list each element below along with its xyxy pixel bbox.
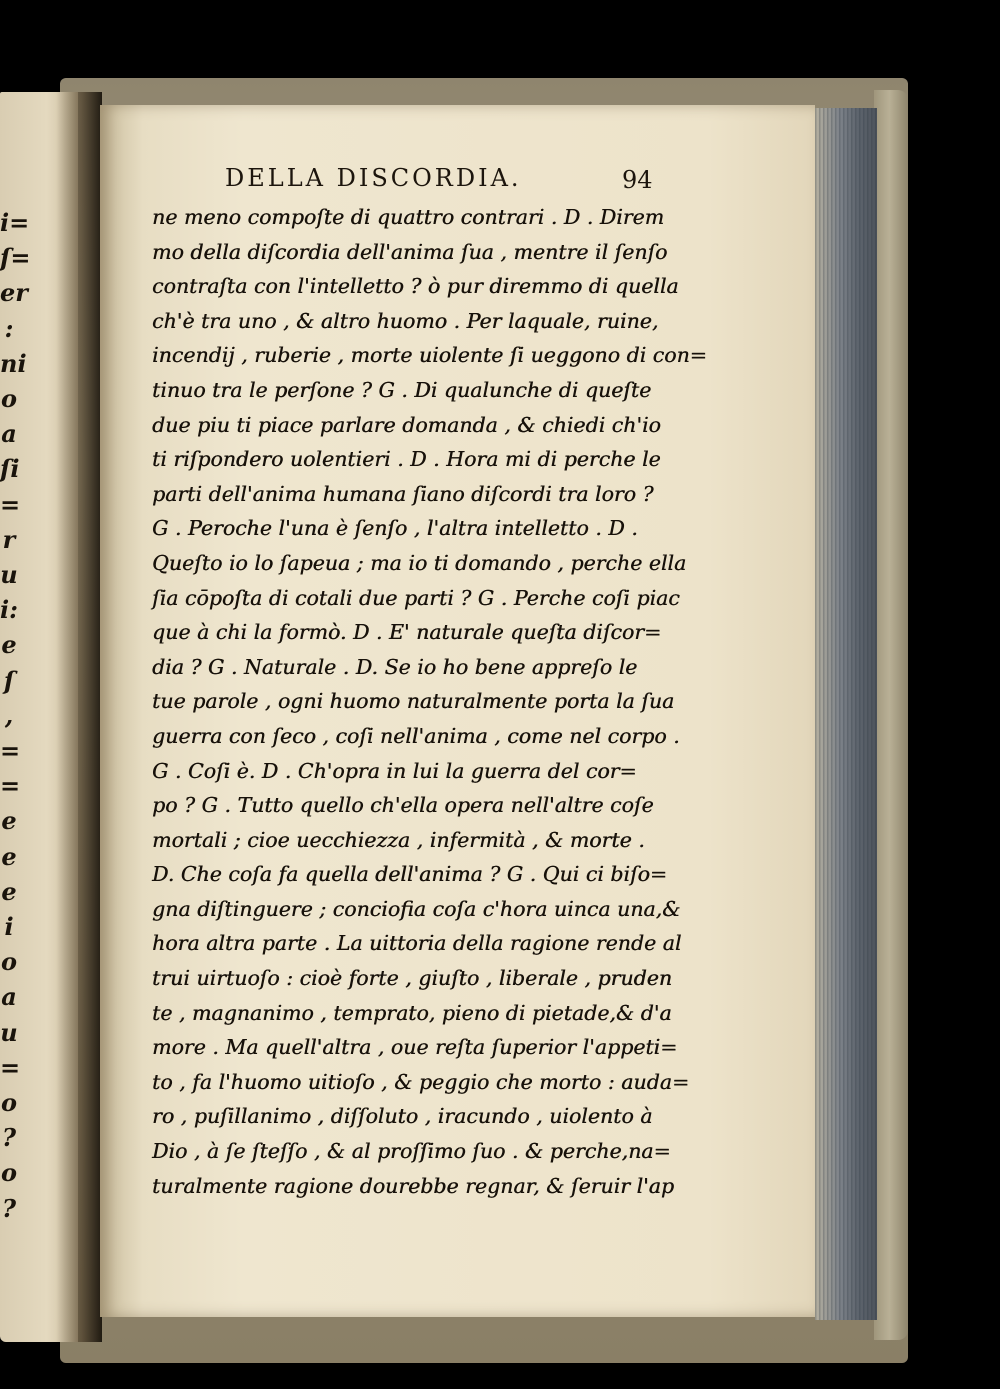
previous-page-fragment: ? — [1, 1193, 17, 1223]
text-line: trui uirtuoſo : cioè forte , giuſto , liberale , pruden — [152, 966, 673, 991]
text-line: parti dell'anima humana ſiano diſcordi tra loro ? — [152, 481, 654, 506]
text-line: tue parole , ogni huomo naturalmente porta la ſua — [152, 689, 675, 714]
text-line: due piu ti piace parlare domanda , & chiedi ch'io — [152, 412, 661, 437]
text-line: D. Che coſa fa quella dell'anima ? G . Qui ci biſo= — [152, 862, 668, 887]
previous-page-fragment: i: — [0, 595, 18, 625]
text-line: mo della diſcordia dell'anima ſua , mentre il ſenſo — [152, 239, 668, 264]
text-line: ſia cōpoſta di cotali due parti ? G . Perche coſi piac — [152, 585, 680, 610]
previous-page-fragment: o — [0, 384, 17, 413]
previous-page-fragment: ? — [1, 1123, 17, 1153]
previous-page-fragment: = — [0, 771, 21, 801]
text-line: incendij , ruberie , morte uiolente ſi ueggono di con= — [152, 343, 707, 368]
previous-page-fragment: = — [0, 736, 21, 765]
page-text-block — [152, 200, 707, 1203]
previous-page-fragment: = — [0, 1052, 21, 1082]
text-line: G . Peroche l'una è ſenſo , l'altra intelletto . D . — [152, 516, 638, 541]
previous-page-fragment: i — [4, 912, 14, 941]
text-line: Dio , à ſe ſteſſo , & al proſſimo ſuo . & perche,na= — [152, 1139, 671, 1164]
text-line: hora altra parte . La uittoria della ragione rende al — [152, 931, 682, 956]
text-line: Queſto io lo ſapeua ; ma io ti domando , perche ella — [152, 550, 687, 575]
gutter-shadow — [56, 92, 102, 1342]
previous-page-fragment: a — [1, 419, 17, 449]
text-line: te , magnanimo , temprato, pieno di pietade,& d'a — [152, 1000, 672, 1025]
previous-page-fragment: o — [0, 1158, 17, 1188]
previous-page-fragment: a — [1, 982, 17, 1012]
text-line: ne meno compoſte di quattro contrari . D . Direm — [152, 205, 665, 229]
previous-page-fragment: = — [0, 489, 21, 519]
page-number: 94 — [622, 166, 653, 194]
text-line: ti riſpondero uolentieri . D . Hora mi di perche le — [152, 447, 661, 472]
text-line: ch'è tra uno , & altro huomo . Per laquale, ruine, — [152, 308, 659, 333]
previous-page-fragment: ſ — [3, 665, 15, 695]
text-line: que à chi la formò. D . E' naturale queſta diſcor= — [152, 620, 662, 645]
text-line: guerra con ſeco , coſi nell'anima , come nel corpo . — [152, 723, 680, 748]
previous-page-fragment: i= — [0, 208, 30, 237]
running-head: DELLA DISCORDIA. — [225, 164, 522, 192]
previous-page-fragment: e — [1, 841, 17, 871]
text-line: dia ? G . Naturale . D. Se io ho bene appreſo le — [152, 654, 638, 679]
previous-page-fragment: o — [0, 947, 17, 977]
binding-edge — [874, 90, 908, 1340]
text-line: ro , puſillanimo , diſſoluto , iracundo , uiolento à — [152, 1104, 653, 1129]
previous-page-fragment: u — [0, 560, 18, 589]
text-line: more . Ma quell'altra , oue reſta ſuperior l'appeti= — [152, 1035, 678, 1060]
text-line: G . Coſi è. D . Ch'opra in lui la guerra del cor= — [152, 758, 637, 783]
previous-page-fragment: e — [1, 630, 17, 660]
previous-page-fragment: ni — [0, 348, 27, 378]
previous-page-fragment: e — [1, 806, 17, 836]
text-line: gna diſtinguere ; conciofia coſa c'hora uinca una,& — [152, 896, 681, 921]
text-line: contraſta con l'intelletto ? ò pur diremmo di quella — [152, 274, 679, 299]
text-line: po ? G . Tutto quello ch'ella opera nell'altre coſe — [152, 793, 654, 818]
text-line: mortali ; cioe uecchiezza , infermità , & morte . — [152, 827, 645, 852]
previous-page-fragment: er — [0, 278, 28, 308]
text-line: tinuo tra le perſone ? G . Di qualunche di queſte — [152, 377, 652, 402]
page-fore-edge — [815, 108, 877, 1320]
previous-page-fragment: ſ= — [0, 243, 31, 273]
previous-page-fragment: : — [4, 313, 14, 343]
text-line: to , fa l'huomo uitioſo , & peggio che morto : auda= — [152, 1069, 690, 1094]
text-line: turalmente ragione dourebbe regnar, & ſeruir l'ap — [152, 1173, 675, 1198]
previous-page-fragment: r — [2, 524, 16, 554]
previous-page-fragment: e — [1, 876, 17, 906]
previous-page-fragment: u — [0, 1017, 18, 1047]
previous-page-fragment: , — [4, 700, 14, 730]
previous-page-fragment: ſi — [0, 454, 20, 484]
previous-page-fragment: o — [0, 1088, 17, 1117]
